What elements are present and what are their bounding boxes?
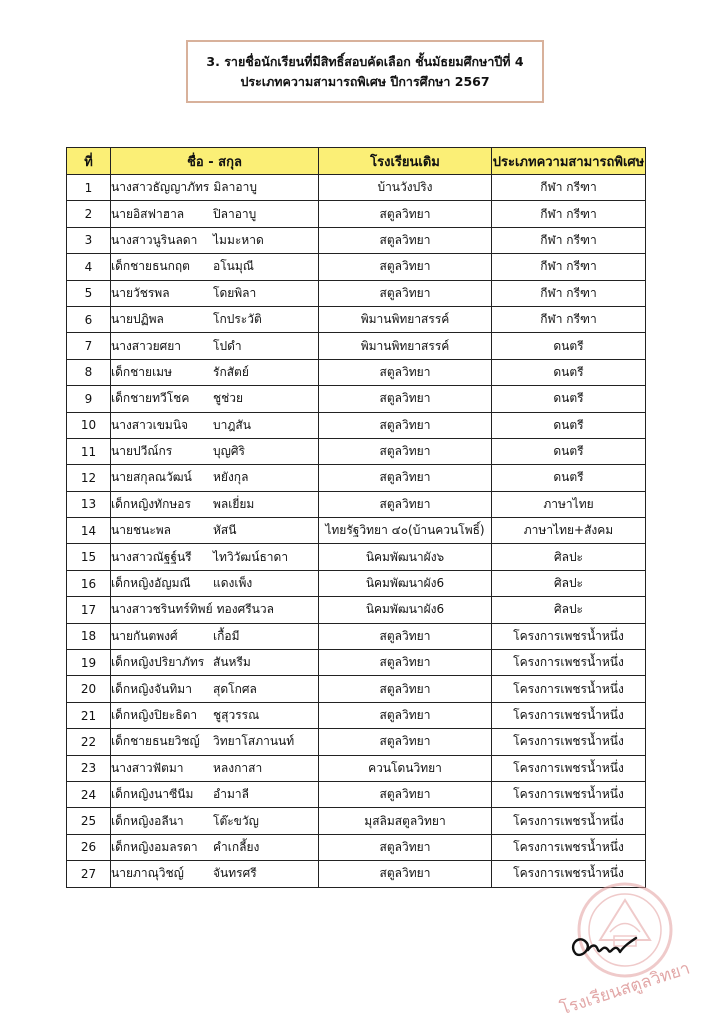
student-name <box>111 175 319 201</box>
student-last-name: รักสัตย์ <box>213 364 249 379</box>
table-row <box>67 570 646 596</box>
table-body <box>67 175 646 888</box>
student-first-name: นายสกุลณวัฒน์ <box>111 470 192 485</box>
student-last-name: อำมาลี <box>213 787 249 802</box>
previous-school: สตูลวิทยา <box>319 781 492 807</box>
row-number: 20 <box>67 676 111 702</box>
row-number: 21 <box>67 702 111 728</box>
student-name <box>111 650 319 676</box>
previous-school: สตูลวิทยา <box>319 650 492 676</box>
row-number: 10 <box>67 412 111 438</box>
school-stamp-text: โรงเรียนสตูลวิทยา <box>557 958 693 1020</box>
signature-icon <box>566 924 640 968</box>
table-row <box>67 280 646 306</box>
table-header-row <box>67 148 646 175</box>
row-number: 17 <box>67 597 111 623</box>
student-last-name: ชูช่วย <box>213 391 244 406</box>
previous-school: นิคมพัฒนาผัง6 <box>319 597 492 623</box>
talent-type: โครงการเพชรน้ำหนึ่ง <box>492 755 646 781</box>
previous-school: สตูลวิทยา <box>319 280 492 306</box>
student-first-name: นายกันตพงศ์ <box>111 628 178 643</box>
talent-type: ศิลปะ <box>492 570 646 596</box>
student-last-name: โกประวัติ <box>213 312 262 327</box>
table-row <box>67 491 646 517</box>
row-number: 4 <box>67 254 111 280</box>
table-row <box>67 254 646 280</box>
table-row <box>67 702 646 728</box>
table-row <box>67 306 646 332</box>
row-number: 19 <box>67 650 111 676</box>
talent-type: โครงการเพชรน้ำหนึ่ง <box>492 676 646 702</box>
student-name <box>111 808 319 834</box>
previous-school: สตูลวิทยา <box>319 623 492 649</box>
row-number: 24 <box>67 781 111 807</box>
row-number: 23 <box>67 755 111 781</box>
talent-type: ดนตรี <box>492 412 646 438</box>
previous-school: สตูลวิทยา <box>319 254 492 280</box>
table-row <box>67 412 646 438</box>
row-number: 13 <box>67 491 111 517</box>
student-first-name: นางสาวยศยา <box>111 338 182 353</box>
talent-type: ดนตรี <box>492 465 646 491</box>
student-name <box>111 306 319 332</box>
previous-school: นิคมพัฒนาผัง๖ <box>319 544 492 570</box>
table-row <box>67 834 646 860</box>
talent-type: กีฬา กรีฑา <box>492 201 646 227</box>
student-name <box>111 201 319 227</box>
student-name <box>111 861 319 887</box>
student-first-name: นางสาวชรินทร์ทิพย์ <box>111 602 213 617</box>
talent-type: โครงการเพชรน้ำหนึ่ง <box>492 834 646 860</box>
student-last-name: พลเยี่ยม <box>213 496 255 511</box>
talent-type: โครงการเพชรน้ำหนึ่ง <box>492 650 646 676</box>
previous-school: พิมานพิทยาสรรค์ <box>319 333 492 359</box>
student-last-name: ไทวิวัฒน์ธาดา <box>213 549 289 564</box>
talent-type: โครงการเพชรน้ำหนึ่ง <box>492 702 646 728</box>
talent-type: ดนตรี <box>492 359 646 385</box>
student-first-name: นายชนะพล <box>111 523 172 538</box>
talent-type: ภาษาไทย <box>492 491 646 517</box>
student-name <box>111 597 319 623</box>
student-first-name: นางสาวฟัตมา <box>111 760 184 775</box>
row-number: 5 <box>67 280 111 306</box>
table-row <box>67 808 646 834</box>
student-name <box>111 755 319 781</box>
student-first-name: เด็กชายเมษ <box>111 364 172 379</box>
student-last-name: วิทยาโสภานนท์ <box>213 734 295 749</box>
table-row <box>67 359 646 385</box>
table-row <box>67 438 646 464</box>
previous-school: สตูลวิทยา <box>319 702 492 728</box>
previous-school: สตูลวิทยา <box>319 676 492 702</box>
student-first-name: นางสาวเขมนิจ <box>111 417 189 432</box>
table-row <box>67 676 646 702</box>
talent-type: ดนตรี <box>492 438 646 464</box>
previous-school: สตูลวิทยา <box>319 729 492 755</box>
student-last-name: สันหรีม <box>213 655 251 670</box>
student-last-name: โปดำ <box>213 338 242 353</box>
student-first-name: เด็กหญิงจันทิมา <box>111 681 192 696</box>
student-first-name: เด็กหญิงอลีนา <box>111 813 184 828</box>
previous-school: สตูลวิทยา <box>319 359 492 385</box>
student-list-table <box>66 147 646 888</box>
table-row <box>67 650 646 676</box>
student-last-name: บาฎสัน <box>213 417 251 432</box>
table-row <box>67 386 646 412</box>
title-line-2: ประเภทความสามารถพิเศษ ปีการศึกษา 2567 <box>240 73 490 89</box>
student-name <box>111 254 319 280</box>
student-first-name: นายปวีณ์กร <box>111 444 173 459</box>
student-first-name: เด็กหญิงปิยะธิดา <box>111 708 198 722</box>
student-first-name: เด็กชายธนยวิชญ์ <box>111 734 200 749</box>
row-number: 16 <box>67 570 111 596</box>
student-first-name: เด็กหญิงปริยาภัทร <box>111 655 205 670</box>
document-title-box <box>186 40 544 103</box>
row-number: 1 <box>67 175 111 201</box>
table-row <box>67 465 646 491</box>
row-number: 15 <box>67 544 111 570</box>
student-name <box>111 412 319 438</box>
row-number: 9 <box>67 386 111 412</box>
talent-type: กีฬา กรีฑา <box>492 254 646 280</box>
header-school: โรงเรียนเดิม <box>319 148 492 175</box>
talent-type: ศิลปะ <box>492 597 646 623</box>
talent-type: โครงการเพชรน้ำหนึ่ง <box>492 861 646 887</box>
student-last-name: มิลาอาบู <box>213 180 257 195</box>
talent-type: ภาษาไทย+สังคม <box>492 518 646 544</box>
talent-type: กีฬา กรีฑา <box>492 306 646 332</box>
previous-school: มุสลิมสตูลวิทยา <box>319 808 492 834</box>
student-last-name: บุญศิริ <box>213 444 245 459</box>
talent-type: ดนตรี <box>492 386 646 412</box>
student-name <box>111 491 319 517</box>
student-name <box>111 359 319 385</box>
previous-school: สตูลวิทยา <box>319 386 492 412</box>
row-number: 18 <box>67 623 111 649</box>
student-last-name: อโนมุณี <box>213 259 254 274</box>
student-first-name: นายอิสฟาฮาล <box>111 206 185 221</box>
table-row <box>67 518 646 544</box>
previous-school: สตูลวิทยา <box>319 438 492 464</box>
row-number: 8 <box>67 359 111 385</box>
student-name <box>111 465 319 491</box>
row-number: 3 <box>67 227 111 253</box>
student-last-name: โต๊ะขวัญ <box>213 813 259 828</box>
student-name <box>111 333 319 359</box>
student-first-name: นางสาวนูรินลดา <box>111 232 198 247</box>
student-name <box>111 676 319 702</box>
student-first-name: นางสาวณัฐฐ์นรี <box>111 549 192 564</box>
student-first-name: นายวัชรพล <box>111 285 170 300</box>
row-number: 12 <box>67 465 111 491</box>
talent-type: โครงการเพชรน้ำหนึ่ง <box>492 808 646 834</box>
table-row <box>67 755 646 781</box>
student-name <box>111 227 319 253</box>
student-name <box>111 623 319 649</box>
student-first-name: นายภาณุวิชญ์ <box>111 866 184 881</box>
row-number: 7 <box>67 333 111 359</box>
student-first-name: นายปฏิพล <box>111 312 164 327</box>
row-number: 26 <box>67 834 111 860</box>
table-row <box>67 201 646 227</box>
student-name <box>111 386 319 412</box>
student-last-name: แดงเพ็ง <box>213 576 253 591</box>
student-name <box>111 570 319 596</box>
previous-school: สตูลวิทยา <box>319 227 492 253</box>
table-row <box>67 623 646 649</box>
previous-school: สตูลวิทยา <box>319 412 492 438</box>
previous-school: สตูลวิทยา <box>319 201 492 227</box>
row-number: 2 <box>67 201 111 227</box>
table-row <box>67 175 646 201</box>
row-number: 6 <box>67 306 111 332</box>
previous-school: ควนโดนวิทยา <box>319 755 492 781</box>
student-last-name: ไมมะหาด <box>213 232 264 247</box>
student-first-name: เด็กหญิงอมลรดา <box>111 839 198 854</box>
student-last-name: หัสนี <box>213 523 237 538</box>
student-name <box>111 438 319 464</box>
table-row <box>67 227 646 253</box>
row-number: 11 <box>67 438 111 464</box>
table-row <box>67 597 646 623</box>
student-last-name: เกื้อมี <box>213 628 240 643</box>
student-last-name: คำเกลี้ยง <box>213 839 260 854</box>
talent-type: กีฬา กรีฑา <box>492 175 646 201</box>
student-last-name: โดยพิลา <box>213 285 257 300</box>
talent-type: โครงการเพชรน้ำหนึ่ง <box>492 729 646 755</box>
talent-type: โครงการเพชรน้ำหนึ่ง <box>492 623 646 649</box>
previous-school: สตูลวิทยา <box>319 491 492 517</box>
student-last-name: หยังกุล <box>213 470 249 485</box>
student-last-name: ชูสุวรรณ <box>213 708 260 722</box>
talent-type: โครงการเพชรน้ำหนึ่ง <box>492 781 646 807</box>
student-name <box>111 781 319 807</box>
row-number: 27 <box>67 861 111 887</box>
student-first-name: เด็กหญิงอัญมณี <box>111 576 191 591</box>
student-name <box>111 280 319 306</box>
student-first-name: เด็กหญิงทักษอร <box>111 496 191 511</box>
student-first-name: เด็กชายธนกฤต <box>111 259 190 274</box>
student-last-name: สุดโกศล <box>213 681 257 696</box>
talent-type: กีฬา กรีฑา <box>492 280 646 306</box>
student-name <box>111 729 319 755</box>
previous-school: บ้านวังปริง <box>319 175 492 201</box>
talent-type: ศิลปะ <box>492 544 646 570</box>
row-number: 14 <box>67 518 111 544</box>
previous-school: ไทยรัฐวิทยา ๔๐(บ้านควนโพธิ์) <box>319 518 492 544</box>
student-name <box>111 518 319 544</box>
student-last-name: หลงกาสา <box>213 760 263 775</box>
student-name <box>111 834 319 860</box>
talent-type: กีฬา กรีฑา <box>492 227 646 253</box>
student-last-name: ปิลาอาบู <box>213 206 257 221</box>
previous-school: พิมานพิทยาสรรค์ <box>319 306 492 332</box>
student-name <box>111 544 319 570</box>
previous-school: นิคมพัฒนาผัง6 <box>319 570 492 596</box>
student-first-name: นางสาวธัญญาภัทร <box>111 180 210 195</box>
student-first-name: เด็กชายทวีโชค <box>111 391 190 406</box>
student-first-name: เด็กหญิงนาซีนีม <box>111 787 194 802</box>
previous-school: สตูลวิทยา <box>319 465 492 491</box>
student-last-name: จันทรศรี <box>213 866 257 881</box>
previous-school: สตูลวิทยา <box>319 861 492 887</box>
header-name: ชื่อ - สกุล <box>111 148 319 175</box>
table-row <box>67 781 646 807</box>
table-row <box>67 729 646 755</box>
student-last-name: ทองศรีนวล <box>216 602 274 617</box>
header-number: ที่ <box>67 148 111 175</box>
talent-type: ดนตรี <box>492 333 646 359</box>
row-number: 22 <box>67 729 111 755</box>
title-line-1: 3. รายชื่อนักเรียนที่มีสิทธิ์สอบคัดเลือก ชั้นมัธยมศึกษาปีที่ 4 <box>206 53 524 69</box>
table-row <box>67 333 646 359</box>
student-name <box>111 702 319 728</box>
row-number: 25 <box>67 808 111 834</box>
table-row <box>67 544 646 570</box>
previous-school: สตูลวิทยา <box>319 834 492 860</box>
header-talent-type: ประเภทความสามารถพิเศษ <box>492 148 646 175</box>
